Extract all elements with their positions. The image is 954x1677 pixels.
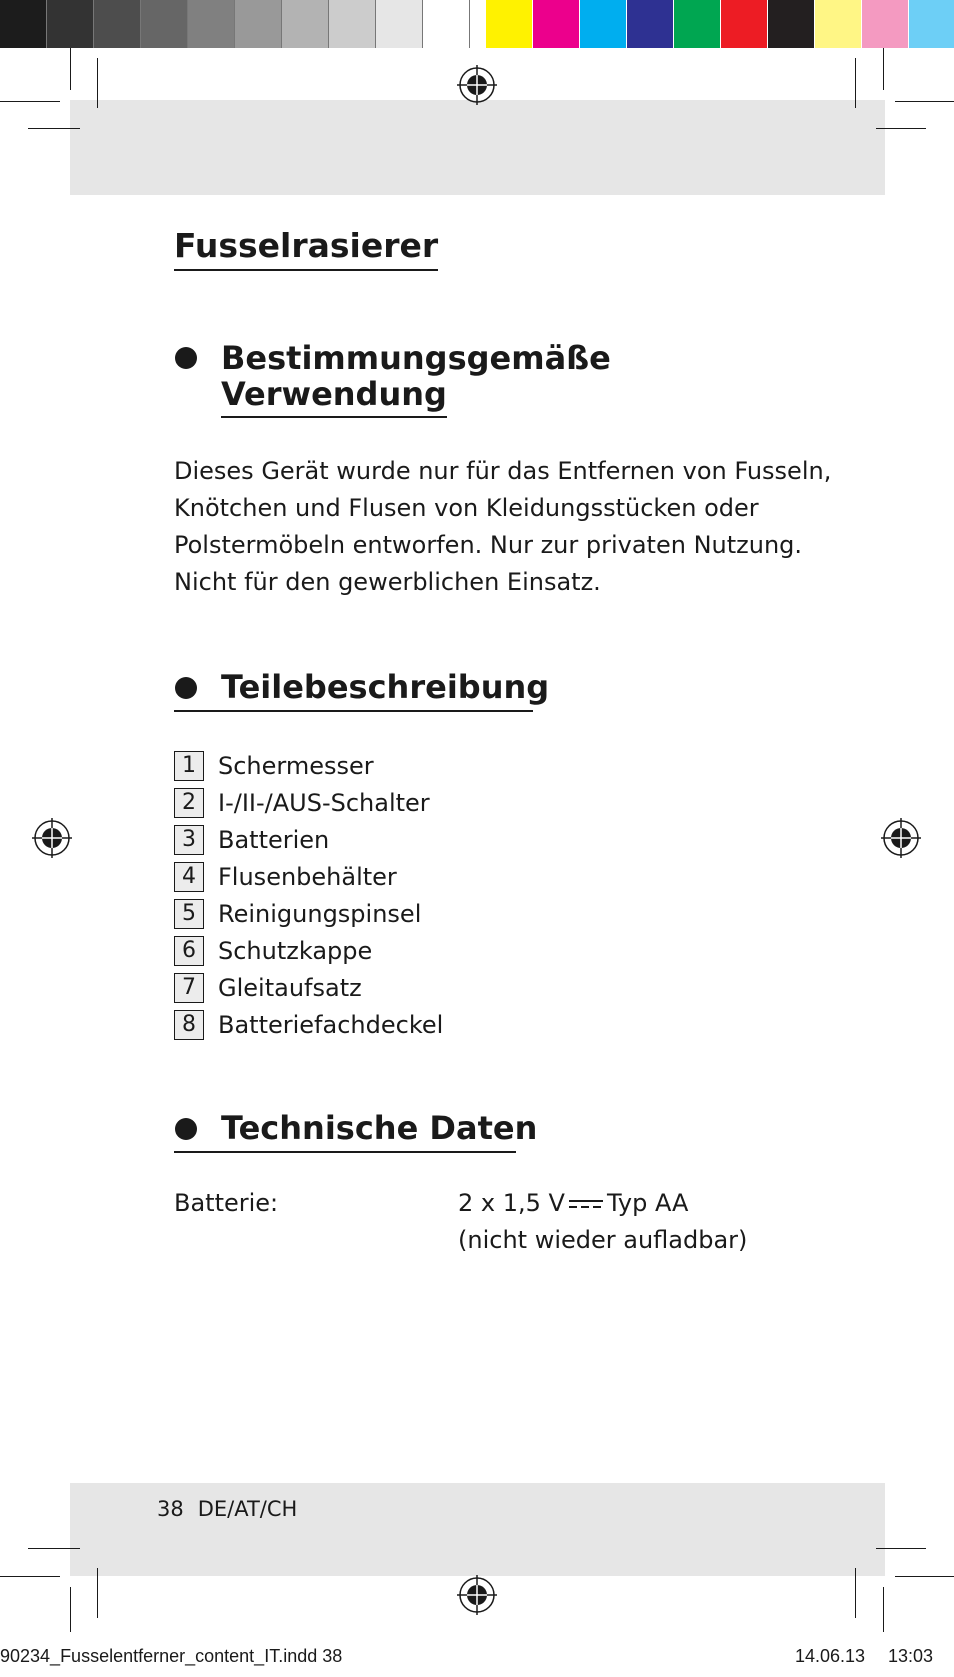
spec-value-battery [458,1185,747,1259]
gray-swatch [0,0,47,48]
color-swatch [674,0,720,48]
color-swatch [627,0,673,48]
part-number: 1 [174,751,204,781]
list-item [174,747,443,784]
list-item [174,969,443,1006]
part-number: 3 [174,825,204,855]
color-swatch [533,0,579,48]
direct-current-icon [569,1198,603,1210]
paragraph-line: Nicht für den gewerblichen Einsatz. [174,568,601,596]
gray-swatch [141,0,188,48]
heading-underline [221,416,447,418]
paragraph-line: Knötchen und Flusen von Kleidungsstücken oder [174,494,759,522]
part-label: Gleitaufsatz [218,973,362,1002]
part-number: 7 [174,973,204,1003]
section-bullet-icon [175,1118,197,1140]
gray-swatch [423,0,470,48]
heading-underline [174,1151,516,1153]
heading-parts: Teilebeschreibung [221,668,550,706]
list-item [174,895,443,932]
gray-swatch [282,0,329,48]
battery-voltage: 2 x 1,5 V [458,1189,565,1217]
intended-use-paragraph [174,453,832,601]
heading-technical-data: Technische Daten [221,1109,538,1147]
heading-line: Verwendung [221,375,447,413]
parts-list [174,747,443,1043]
gray-swatch [47,0,94,48]
gray-swatch [188,0,235,48]
part-label: Batteriefachdeckel [218,1010,444,1039]
part-label: I-/II-/AUS-Schalter [218,788,430,817]
part-number: 4 [174,862,204,892]
registration-mark-icon [32,818,72,858]
registration-mark-icon [457,65,497,105]
color-swatch [768,0,814,48]
page-footer [157,1497,297,1521]
gray-swatch [376,0,423,48]
gray-swatch [329,0,376,48]
color-swatch [580,0,626,48]
part-label: Schutzkappe [218,936,373,965]
paragraph-line: Polstermöbeln entworfen. Nur zur privaten Nutzung. [174,531,803,559]
part-label: Schermesser [218,751,374,780]
color-swatch [862,0,908,48]
battery-type: Typ AA [606,1189,689,1217]
part-number: 5 [174,899,204,929]
spec-label-battery: Batterie: [174,1189,279,1217]
part-number: 8 [174,1010,204,1040]
list-item [174,858,443,895]
region-label: DE/AT/CH [197,1497,298,1521]
slug-filename: 90234_Fusselentferner_content_IT.indd 38 [0,1646,343,1666]
part-label: Flusenbehälter [218,862,397,891]
page-number: 38 [157,1497,184,1521]
heading-underline [174,710,533,712]
page-title: Fusselrasierer [174,225,438,271]
part-number: 2 [174,788,204,818]
battery-note: (nicht wieder aufladbar) [458,1226,748,1254]
color-swatch [909,0,954,48]
color-swatch [486,0,532,48]
registration-mark-icon [881,818,921,858]
list-item [174,1006,443,1043]
part-label: Batterien [218,825,330,854]
heading-line: Bestimmungsgemäße [221,339,611,377]
gray-swatch [94,0,141,48]
paragraph-line: Dieses Gerät wurde nur für das Entfernen von Fusseln, [174,457,832,485]
color-swatch [815,0,861,48]
list-item [174,821,443,858]
slug-time: 13:03 [888,1646,934,1666]
section-bullet-icon [175,347,197,369]
color-swatch [721,0,767,48]
part-label: Reinigungspinsel [218,899,422,928]
registration-mark-icon [457,1575,497,1615]
header-band [70,100,885,195]
slug-date: 14.06.13 [795,1646,866,1666]
list-item [174,784,443,821]
part-number: 6 [174,936,204,966]
gray-swatch [235,0,282,48]
list-item [174,932,443,969]
section-bullet-icon [175,677,197,699]
heading-intended-use [221,340,611,412]
